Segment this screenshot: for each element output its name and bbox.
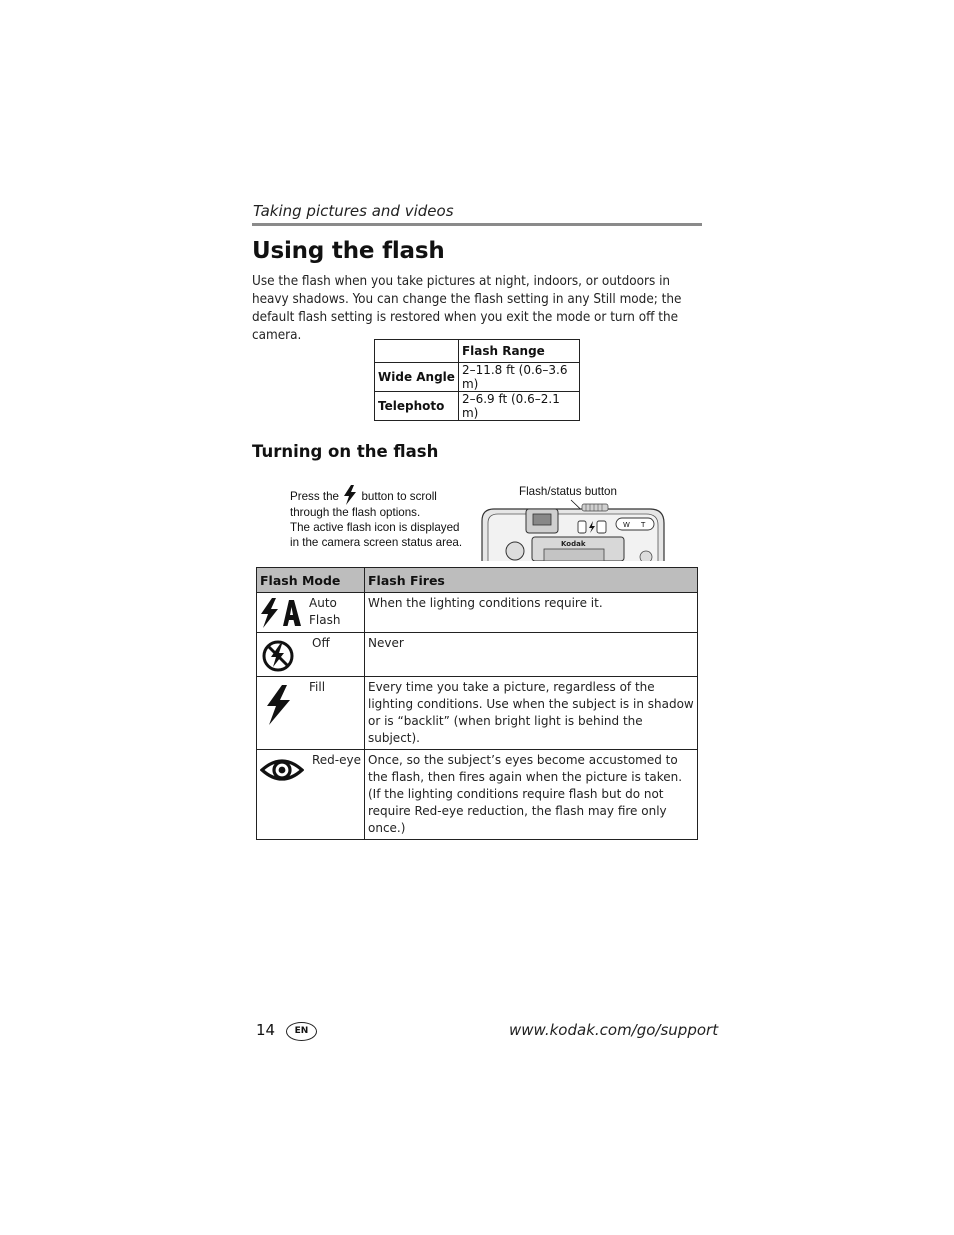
- mode-name-auto: [309, 595, 340, 629]
- range-label-wide: Wide Angle: [375, 363, 459, 392]
- table-row: [375, 340, 580, 363]
- mode-name-off: Off: [312, 636, 330, 650]
- flash-range-table: [374, 339, 580, 421]
- page-number: 14: [256, 1021, 276, 1039]
- col-header-flash-mode: Flash Mode: [257, 568, 365, 593]
- camera-back-illustration: [478, 499, 668, 561]
- figure-callout-label: Flash/status button: [519, 485, 617, 498]
- figure-line-4: in the camera screen status area.: [290, 536, 463, 549]
- mode-name-auto-line1: Auto: [309, 596, 337, 610]
- mode-cell-off: [257, 633, 365, 677]
- fires-cell-off: Never: [365, 633, 698, 677]
- mode-name-fill: Fill: [309, 680, 326, 694]
- fires-cell-auto: When the lighting conditions require it.: [365, 593, 698, 633]
- range-value-tele: 2–6.9 ft (0.6–2.1 m): [458, 392, 579, 421]
- figure-press-after: button to scroll: [361, 490, 437, 503]
- mode-name-red-eye: Red-eye: [312, 753, 361, 767]
- figure-instructions: [290, 485, 490, 550]
- red-eye-icon: [260, 755, 304, 785]
- table-row: [375, 363, 580, 392]
- flash-bolt-icon: [342, 485, 358, 505]
- running-head: Taking pictures and videos: [253, 202, 454, 220]
- mode-cell-fill: [257, 677, 365, 750]
- table-row: [257, 677, 698, 750]
- col-header-flash-fires: Flash Fires: [365, 568, 698, 593]
- table-row: [375, 392, 580, 421]
- range-value-wide: 2–11.8 ft (0.6–3.6 m): [458, 363, 579, 392]
- page-title: Using the flash: [252, 238, 445, 264]
- mode-name-auto-line2: Flash: [309, 613, 341, 627]
- table-row: [257, 750, 698, 840]
- fires-cell-fill: Every time you take a picture, regardless of the lighting conditions. Use when the subject is in shadow or is “backlit” (when bright light is behind the subject).: [365, 677, 698, 750]
- camera-brand-label: Kodak: [561, 540, 586, 548]
- table-header-row: [257, 568, 698, 593]
- auto-flash-icon: [259, 597, 301, 629]
- range-label-tele: Telephoto: [375, 392, 459, 421]
- fires-cell-red-eye: Once, so the subject’s eyes become accustomed to the flash, then fires again when the picture is taken. (If the lighting conditions require flash but do not require Red-eye reduction, the flash may fire only once.): [365, 750, 698, 840]
- zoom-w-label: W: [623, 521, 630, 529]
- mode-cell-red-eye: [257, 750, 365, 840]
- figure-press-before: Press the: [290, 490, 339, 503]
- table-cell-empty: [375, 340, 459, 363]
- language-badge: EN: [286, 1022, 317, 1041]
- header-rule: [252, 223, 702, 226]
- fill-flash-icon: [264, 685, 294, 725]
- table-row: [257, 633, 698, 677]
- flash-mode-table: [256, 567, 698, 840]
- mode-cell-auto: [257, 593, 365, 633]
- zoom-t-label: T: [641, 521, 646, 529]
- figure-line-2: through the flash options.: [290, 506, 421, 519]
- figure-line-3: The active flash icon is displayed: [290, 521, 460, 534]
- flash-off-icon: [261, 637, 295, 673]
- intro-paragraph: Use the flash when you take pictures at night, indoors, or outdoors in heavy shadows. You can change the flash setting in any Still mode; the default flash setting is restored when you exit the mode or turn off the camera.: [252, 274, 682, 343]
- support-url: www.kodak.com/go/support: [509, 1021, 719, 1039]
- flash-range-header: Flash Range: [458, 340, 579, 363]
- table-row: [257, 593, 698, 633]
- subsection-title: Turning on the flash: [252, 442, 439, 461]
